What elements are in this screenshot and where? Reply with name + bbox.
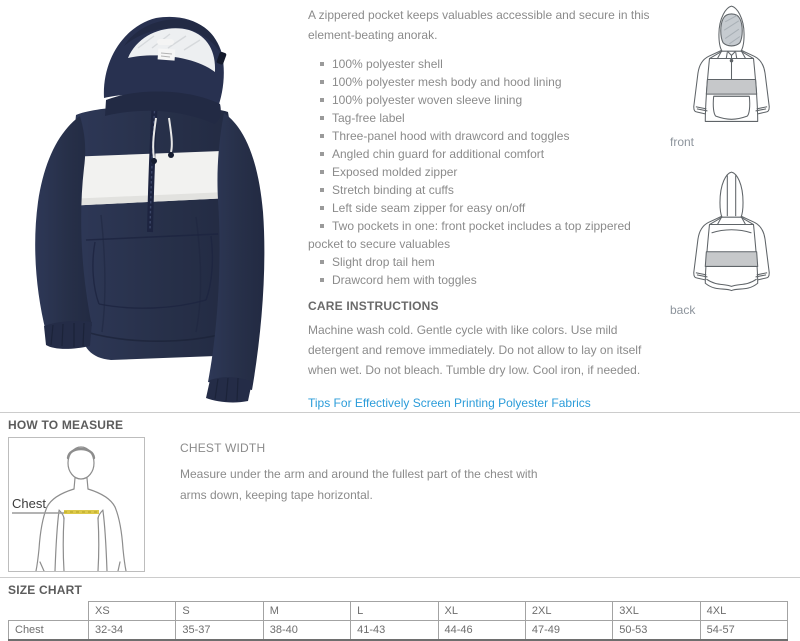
size-column-header: 2XL: [525, 602, 612, 621]
feature-text: Two pockets in one: front pocket includes a top zippered pocket to secure valuables: [308, 219, 631, 251]
chest-measure-figure: [9, 438, 144, 571]
feature-item: [308, 145, 666, 163]
feature-item: [308, 55, 666, 73]
feature-item: [308, 73, 666, 91]
bullet-icon: [320, 134, 324, 138]
back-view-label: back: [670, 303, 696, 317]
chest-diagram-label: Chest: [12, 496, 46, 511]
size-column-header: S: [176, 602, 263, 621]
feature-item: [308, 163, 666, 181]
care-instructions-text: Machine wash cold. Gentle cycle with like colors. Use mild detergent and remove immediately. Do not allow to lay on itself when wet. Do not bleach. Tumble dry low. Cool iron, if needed.: [308, 323, 642, 377]
feature-item: [308, 199, 666, 217]
feature-item: [308, 271, 666, 289]
size-value: 32-34: [89, 621, 176, 641]
screen-printing-tips-link[interactable]: Tips For Effectively Screen Printing Polyester Fabrics: [308, 396, 591, 410]
care-instructions-heading: CARE INSTRUCTIONS: [308, 299, 439, 313]
bullet-icon: [320, 224, 324, 228]
size-column-header: XL: [438, 602, 525, 621]
bullet-icon: [320, 170, 324, 174]
feature-item: [308, 109, 666, 127]
feature-text: 100% polyester shell: [332, 57, 443, 71]
bullet-icon: [320, 98, 324, 102]
chest-width-title: CHEST WIDTH: [180, 441, 266, 455]
size-value: 35-37: [176, 621, 263, 641]
size-column-header: 3XL: [613, 602, 700, 621]
section-divider: [0, 412, 800, 413]
feature-text: Angled chin guard for additional comfort: [332, 147, 545, 161]
bullet-icon: [320, 80, 324, 84]
product-description-panel: [308, 0, 666, 410]
feature-text: 100% polyester woven sleeve lining: [332, 93, 523, 107]
size-column-header: 4XL: [700, 602, 787, 621]
back-view-drawing: [684, 170, 779, 300]
how-to-measure-heading: HOW TO MEASURE: [8, 418, 124, 432]
size-chart-table: [8, 601, 788, 641]
size-row-label: Chest: [9, 621, 89, 641]
measure-diagram: [8, 437, 145, 572]
bullet-icon: [320, 278, 324, 282]
feature-text: 100% polyester mesh body and hood lining: [332, 75, 562, 89]
size-value: 50-53: [613, 621, 700, 641]
feature-item: [308, 217, 666, 253]
bullet-icon: [320, 152, 324, 156]
size-chart-header-row: [9, 602, 788, 621]
feature-item: [308, 91, 666, 109]
feature-item: [308, 253, 666, 271]
size-value: 47-49: [525, 621, 612, 641]
feature-text: Stretch binding at cuffs: [332, 183, 454, 197]
feature-item: [308, 127, 666, 145]
size-value: 54-57: [700, 621, 787, 641]
size-column-header: L: [351, 602, 438, 621]
anorak-back-lineart: [684, 170, 779, 300]
feature-list: [308, 55, 666, 289]
feature-text: Slight drop tail hem: [332, 255, 435, 269]
feature-text: Tag-free label: [332, 111, 405, 125]
front-view-drawing: [684, 4, 779, 134]
chest-width-text: Measure under the arm and around the fullest part of the chest with arms down, keeping tape horizontal.: [180, 467, 538, 502]
size-chart-corner-cell: [9, 602, 89, 621]
product-photo: [6, 0, 298, 406]
feature-text: Three-panel hood with drawcord and toggles: [332, 129, 570, 143]
spec-drawings: [660, 0, 800, 410]
size-value: 44-46: [438, 621, 525, 641]
size-chart-heading: SIZE CHART: [8, 583, 82, 597]
anorak-front-lineart: [684, 4, 779, 134]
size-value: 41-43: [351, 621, 438, 641]
bullet-icon: [320, 116, 324, 120]
feature-text: Exposed molded zipper: [332, 165, 458, 179]
chest-width-info: [180, 441, 548, 506]
size-chart-chest-row: [9, 621, 788, 641]
bullet-icon: [320, 260, 324, 264]
bullet-icon: [320, 206, 324, 210]
feature-text: Left side seam zipper for easy on/off: [332, 201, 526, 215]
size-column-header: M: [263, 602, 350, 621]
bullet-icon: [320, 188, 324, 192]
size-column-header: XS: [89, 602, 176, 621]
feature-item: [308, 181, 666, 199]
anorak-photo-illustration: [6, 0, 298, 406]
size-value: 38-40: [263, 621, 350, 641]
bullet-icon: [320, 62, 324, 66]
product-summary: A zippered pocket keeps valuables accessible and secure in this element-beating anorak.: [308, 8, 650, 42]
section-divider: [0, 577, 800, 578]
feature-text: Drawcord hem with toggles: [332, 273, 477, 287]
front-view-label: front: [670, 135, 695, 149]
